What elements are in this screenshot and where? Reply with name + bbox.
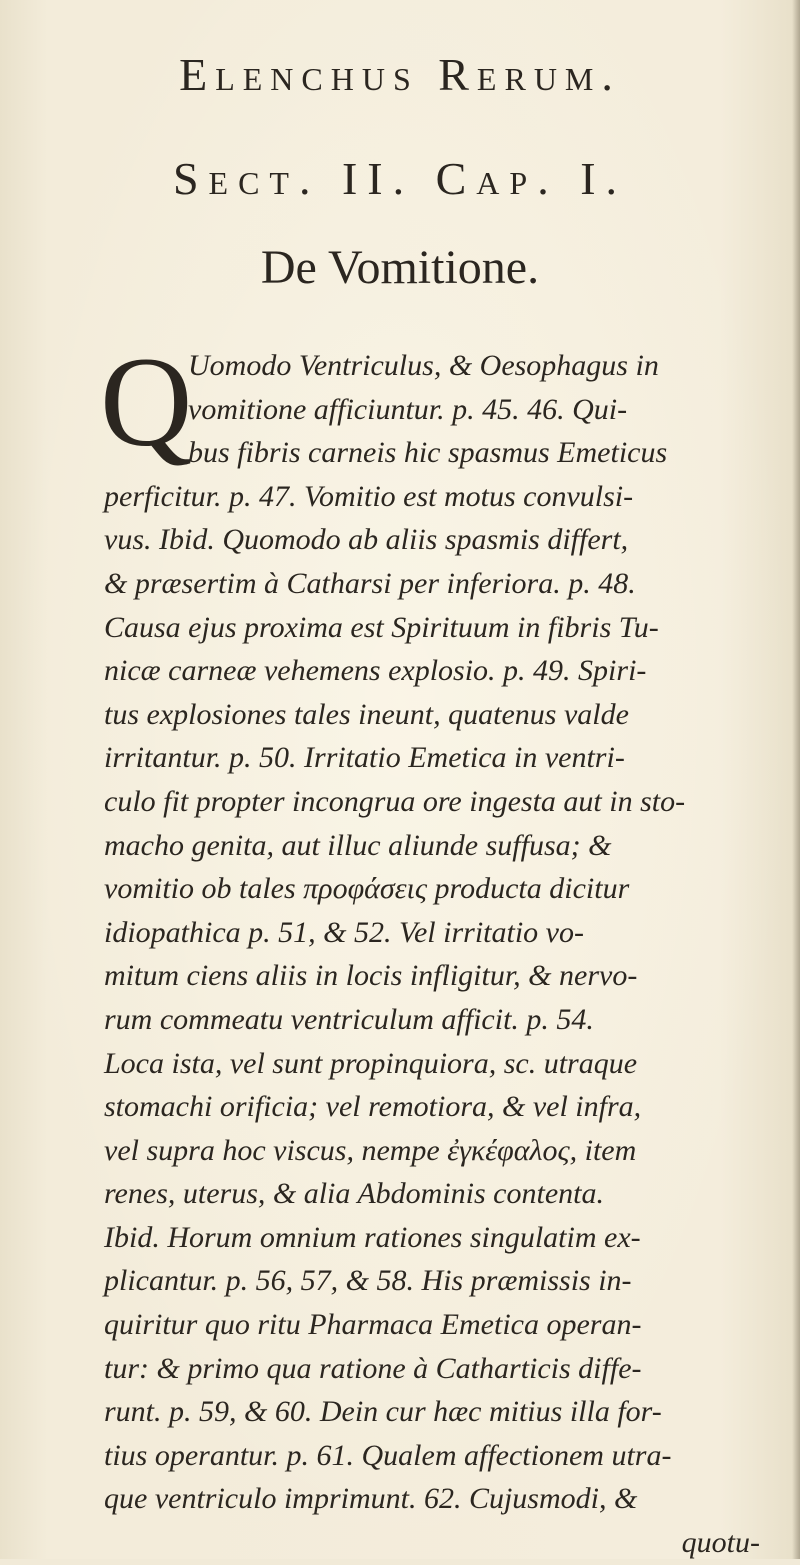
text-line: tus explosiones tales ineunt, quatenus valde (104, 697, 629, 731)
text-line: Causa ejus proxima est Spirituum in fibris Tu- (104, 610, 659, 644)
text-line: vus. Ibid. Quomodo ab aliis spasmis differt, (104, 523, 629, 557)
text-line: Ibid. Horum omnium rationes singulatim ex- (104, 1220, 641, 1254)
text-line: perficitur. p. 47. Vomitio est motus convulsi- (104, 479, 634, 513)
text-line: & præsertim à Catharsi per inferiora. p. 48. (104, 566, 636, 600)
text-line: bus fibris carneis hic spasmus Emeticus (188, 436, 668, 470)
text-line: vel supra hoc viscus, nempe ἐγκέφαλος, item (104, 1133, 637, 1167)
chapter-title: De Vomitione. (260, 241, 540, 294)
text-line: culo fit propter incongrua ore ingesta aut in sto- (104, 784, 686, 818)
text-line: irritantur. p. 50. Irritatio Emetica in ventri- (104, 741, 625, 775)
running-head: Elenchus Rerum. (179, 49, 621, 100)
text-line: runt. p. 59, & 60. Dein cur hæc mitius illa for- (104, 1395, 662, 1429)
section-heading: Sect. II. Cap. I. (172, 153, 628, 204)
page-edge-shadow (792, 0, 800, 1559)
text-line: Loca ista, vel sunt propinquiora, sc. utraque (104, 1046, 638, 1080)
text-line: vomitio ob tales προφάσεις producta dicitur (104, 872, 630, 906)
text-line: que ventriculo imprimunt. 62. Cujusmodi, & (104, 1482, 638, 1516)
text-line: renes, uterus, & alia Abdominis contenta. (104, 1177, 604, 1211)
text-line: tur: & primo qua ratione à Catharticis diffe- (104, 1351, 642, 1385)
text-line: Uomodo Ventriculus, & Oesophagus in (188, 349, 659, 382)
text-line: stomachi orificia; vel remotiora, & vel infra, (104, 1090, 642, 1124)
text-line: vomitione afficiuntur. p. 45. 46. Qui- (188, 392, 628, 426)
text-line: mitum ciens aliis in locis infligitur, & nervo- (104, 959, 638, 993)
text-line: tius operantur. p. 61. Qualem affectionem utra- (104, 1438, 672, 1472)
text-line: rum commeatu ventriculum afficit. p. 54. (104, 1002, 594, 1036)
index-text-block (104, 344, 784, 1565)
text-line: macho genita, aut illuc aliunde suffusa; & (104, 828, 612, 862)
text-line: nicæ carneæ vehemens explosio. p. 49. Spiri- (104, 654, 647, 688)
text-line: plicantur. p. 56, 57, & 58. His præmissis in- (104, 1264, 632, 1298)
text-line: idiopathica p. 51, & 52. Vel irritatio vo- (104, 915, 584, 949)
drop-cap: Q (100, 331, 193, 473)
text-line: quiritur quo ritu Pharmaca Emetica operan- (104, 1308, 642, 1342)
catchword: quotu- (681, 1526, 760, 1560)
